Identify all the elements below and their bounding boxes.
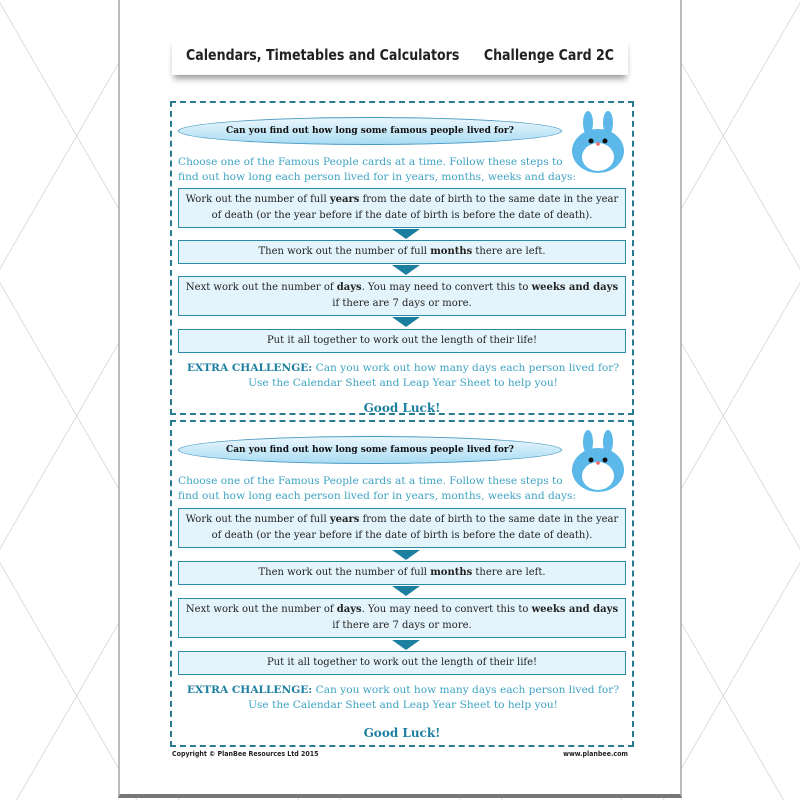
arrow-down-icon (392, 265, 420, 275)
question-text: Can you find out how long some famous people lived for? (226, 126, 514, 136)
bunny-mascot-icon (570, 111, 626, 173)
copyright: Copyright © PlanBee Resources Ltd 2015 (172, 750, 319, 758)
challenge-card (170, 420, 634, 747)
step-days: Next work out the number of days. You may need to convert this to weeks and days if there are 7 days or more. (178, 276, 626, 316)
page-header (172, 37, 628, 75)
arrow-down-icon (392, 229, 420, 239)
step-years: Work out the number of full years from the date of birth to the same date in the year of death (or the year before if the date of birth is before the date of death). (178, 188, 626, 228)
good-luck: Good Luck! (363, 726, 441, 740)
bunny-mascot-icon (570, 430, 626, 492)
website: www.planbee.com (563, 750, 628, 758)
arrow-down-icon (392, 640, 420, 650)
intro-text: Choose one of the Famous People cards at a time. Follow these steps to find out how long each person lived for in years, months, weeks and days: (178, 475, 577, 502)
challenge-card (170, 101, 634, 415)
intro-text: Choose one of the Famous People cards at a time. Follow these steps to find out how long each person lived for in years, months, weeks and days: (178, 156, 577, 183)
step-total: Put it all together to work out the length of their life! (178, 329, 626, 353)
worksheet-title: Calendars, Timetables and Calculators (186, 47, 460, 65)
step-months: Then work out the number of full months there are left. (178, 561, 626, 585)
question-bubble (178, 436, 562, 464)
step-total: Put it all together to work out the length of their life! (178, 651, 626, 675)
worksheet-page (118, 0, 682, 798)
question-bubble (178, 117, 562, 145)
extra-challenge: EXTRA CHALLENGE: Can you work out how many days each person lived for? Use the Calendar Sheet and Leap Year Sheet to help you! (186, 362, 619, 389)
extra-challenge: EXTRA CHALLENGE: Can you work out how many days each person lived for? Use the Calendar Sheet and Leap Year Sheet to help you! (186, 684, 619, 711)
good-luck: Good Luck! (363, 401, 441, 415)
arrow-down-icon (392, 586, 420, 596)
step-days: Next work out the number of days. You may need to convert this to weeks and days if there are 7 days or more. (178, 598, 626, 638)
question-text: Can you find out how long some famous people lived for? (226, 445, 514, 455)
step-years: Work out the number of full years from the date of birth to the same date in the year of death (or the year before if the date of birth is before the date of death). (178, 508, 626, 548)
card-label: Challenge Card 2C (483, 47, 614, 65)
step-months: Then work out the number of full months there are left. (178, 240, 626, 264)
arrow-down-icon (392, 550, 420, 560)
arrow-down-icon (392, 317, 420, 327)
